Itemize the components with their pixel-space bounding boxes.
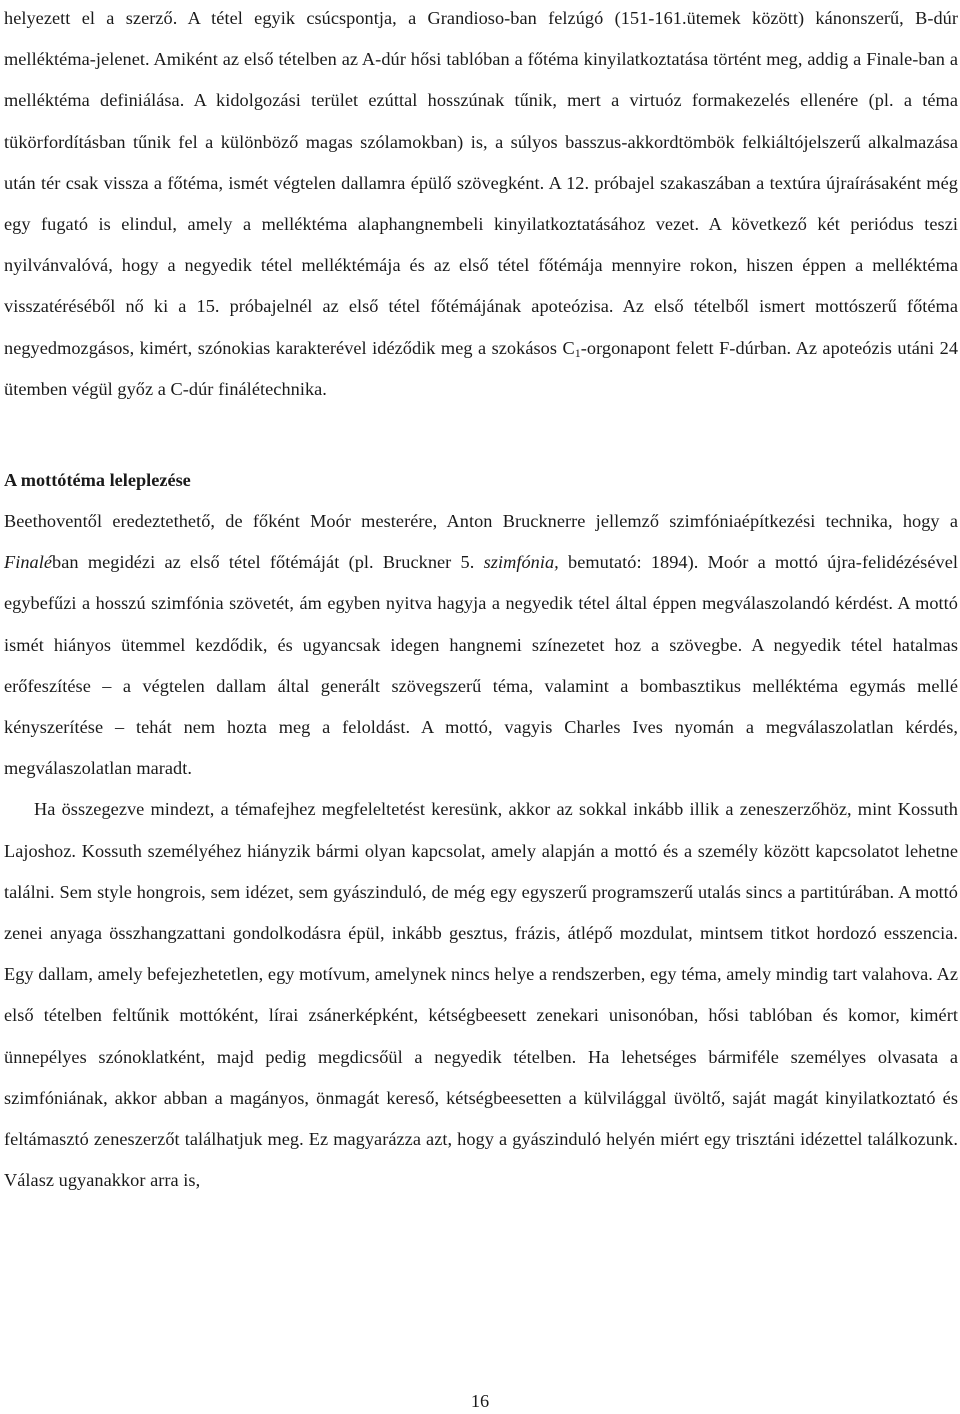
page-number: 16 (470, 1391, 490, 1411)
paragraph-2-part-2: ban megidézi az első tétel főtémáját (pl. Bruckner 5. (52, 552, 484, 573)
paragraph-2-part-1: Beethoventől eredeztethető, de főként Moór mesterére, Anton Brucknerre jellemző szimfóniaépítkezési technika, hogy a (4, 511, 958, 532)
italic-szimfonia: szimfónia, (483, 552, 559, 573)
italic-finale: Finalé (4, 552, 53, 573)
document-page (4, 0, 958, 1201)
body-paragraph-2 (4, 501, 958, 789)
paragraph-1-text: helyezett el a szerző. A tétel egyik csúcspontja, a Grandioso-ban felzúgó (151-161.ütemek között) kánonszerű, B-dúr melléktéma-jelenet. Amiként az első tételben az A-dúr hősi tablóban a főtéma kinyilatkoztatása történt meg, addig a Finale-ban a melléktéma definiálása. A kidolgozási terület ezúttal hosszúnak tűnik, mert a virtuóz formakezelés ellenére (pl. a téma tükörfordításban tűnik fel a különböző magas szólamokban) is, a súlyos basszus-akkordtömbök felkiáltójelszerű alkalmazása után tér csak vissza a főtéma, ismét végtelen dallamra épülő szövegként. A 12. próbajel szakaszában a textúra újraírásaként még egy fugató is elindul, amely a melléktéma alaphangnembeli kinyilatkoztatásához vezet. A következő két periódus teszi nyilvánvalóvá, hogy a negyedik tétel melléktémája és az első tétel főtémája mennyire rokon, hiszen éppen a melléktéma visszatéréséből nő ki a 15. próbajelnél az első tétel főtémájának apoteózisa. Az első tételből ismert mottószerű főtéma negyedmozgásos, kimért, szónokias karakterével idéződik meg a szokásos C (4, 8, 958, 358)
subscript-c1: 1 (574, 345, 581, 360)
section-heading: A mottótéma leleplezése (4, 470, 191, 491)
paragraph-2-part-3: bemutató: 1894). Moór a mottó újra-felidézésével egybefűzi a hosszú szimfónia szövetét, ám egyben nyitva hagyja a negyedik tétel által éppen megválaszolandó kérdést. A mottó ismét hiányos ütemmel kezdődik, és ugyancsak idegen hangnemi színezetet hoz a szövegbe. A negyedik tétel hatalmas erőfeszítése – a végtelen dallam által generált szövegszerű téma, valamint a bombasztikus melléktéma egymás mellé kényszerítése – tehát nem hozta meg a feloldást. A mottó, vagyis Charles Ives nyomán a megválaszolatlan kérdés, megválaszolatlan maradt. (4, 552, 958, 779)
body-paragraph-3: Ha összegezve mindezt, a témafejhez megfeleltetést keresünk, akkor az sokkal inkább illik a zeneszerzőhöz, mint Kossuth Lajoshoz. Kossuth személyéhez hiányzik bármi olyan kapcsolat, amely alapján a mottó és a személy között kapcsolatot lehetne találni. Sem style hongrois, sem idézet, sem gyászinduló, de még egy egyszerű programszerű utalás sincs a partitúrában. A mottó zenei anyaga összhangzattani gondolkodásra épül, inkább gesztus, frázis, átlépő mozdulat, mintsem titkot hordozó esszencia. Egy dallam, amely befejezhetetlen, egy motívum, amelynek nincs helye a rendszerben, egy téma, amely mindig tart valahova. Az első tételben feltűnik mottóként, lírai zsánerképként, kétségbeesett zenekari unisonóban, hősi tablóban és komor, kimért ünnepélyes szónoklatként, majd pedig megdicsőül a negyedik tételben. Ha lehetséges bármiféle személyes olvasata a szimfóniának, akkor abban a magányos, önmagát kereső, kétségbeesetten a külvilággal üvöltő, saját magát kinyilatkoztató és feltámasztó zeneszerzőt találhatjuk meg. Ez magyarázza azt, hogy a gyászinduló helyén miért egy trisztáni idézettel találkozunk. Válasz ugyanakkor arra is, (4, 799, 958, 1191)
body-paragraph-1 (4, 0, 958, 410)
paragraph-1-tail: -orgonapont felett F-dúrban. Az apoteózis utáni 24 ütemben végül győz a C-dúr finálétechnika. (4, 337, 959, 399)
